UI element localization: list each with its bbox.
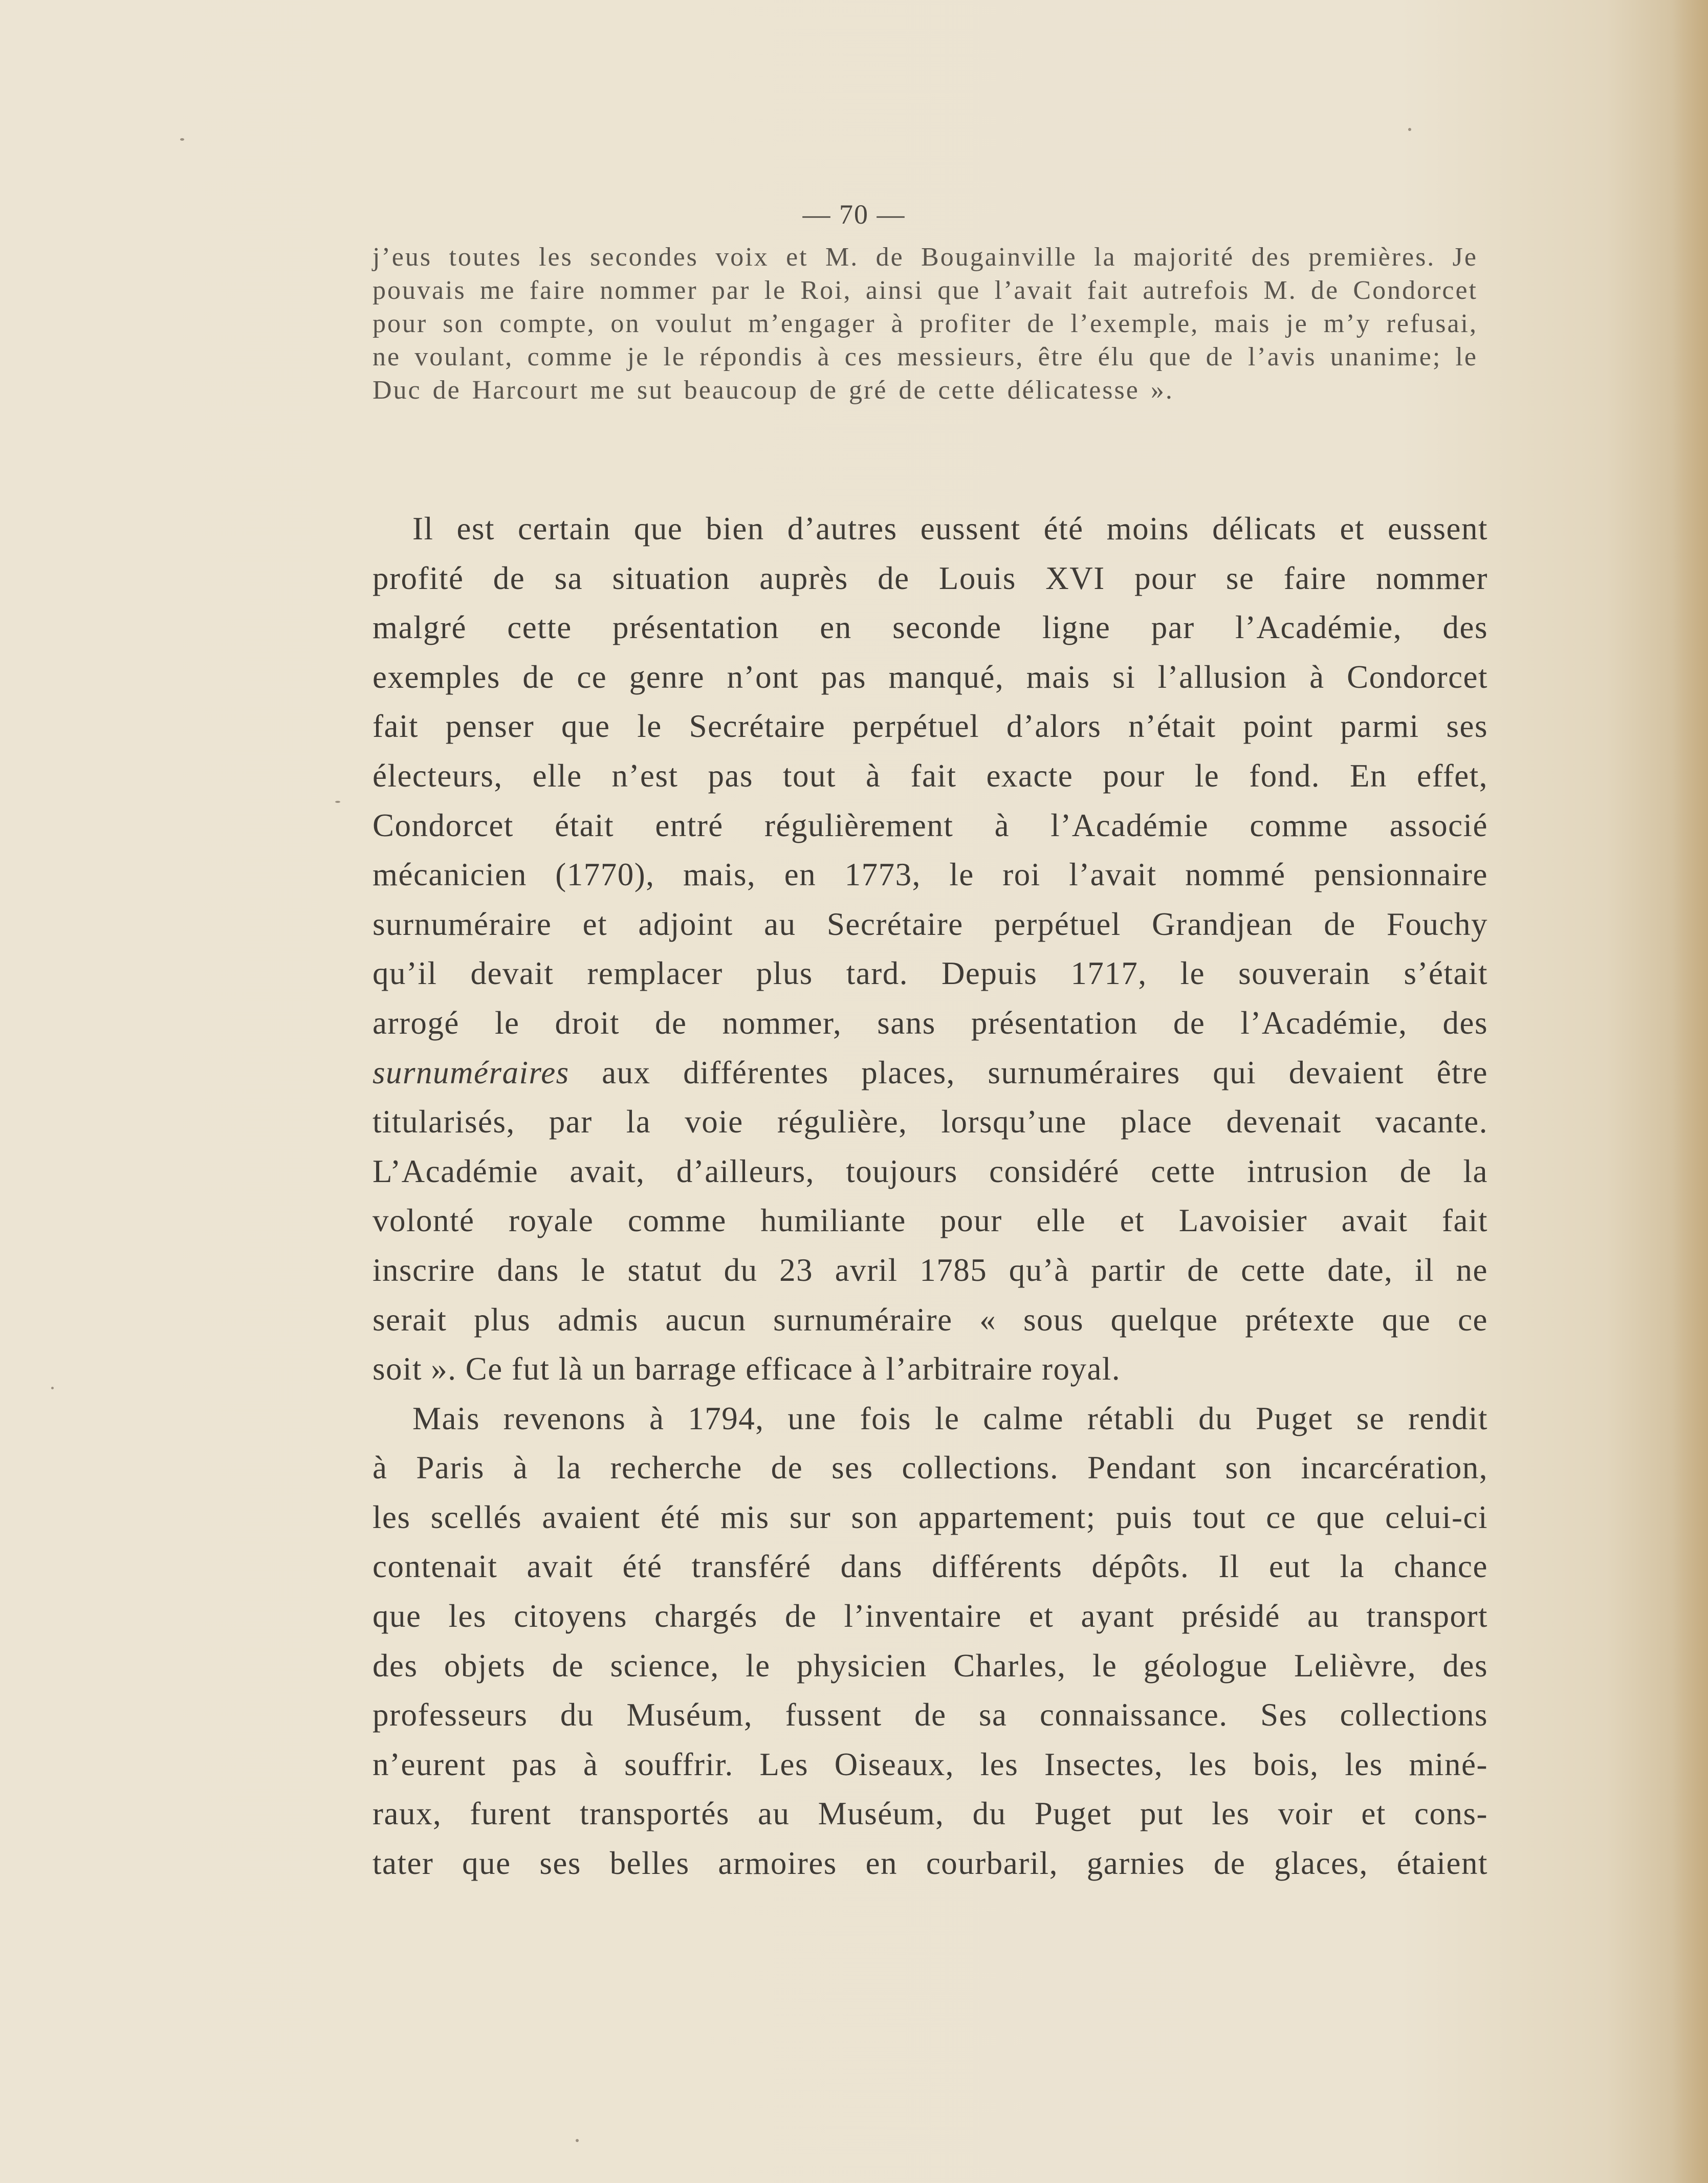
paragraph-1-line: Il est certain que bien d’autres eussent été moins délicats et eussent <box>412 511 1488 547</box>
paragraph-1-line: L’Académie avait, d’ailleurs, toujours considéré cette intrusion de la <box>373 1153 1488 1189</box>
paragraph-1-line: soit ». Ce fut là un barrage efficace à l’arbitraire royal. <box>373 1351 1121 1387</box>
paragraph-1-line: profité de sa situation auprès de Louis XVI pour se faire nommer <box>373 560 1488 596</box>
paragraph-1-line: exemples de ce genre n’ont pas manqué, mais si l’allusion à Condorcet <box>373 659 1488 695</box>
paragraph-1-line <box>373 1048 1488 1098</box>
quote-line: pouvais me faire nommer par le Roi, ainsi que l’avait fait autrefois M. de Condorcet <box>373 276 1478 305</box>
paragraph-2-line: à Paris à la recherche de ses collections. Pendant son incarcération, <box>373 1450 1488 1486</box>
page-edge-shade <box>1672 0 1708 2183</box>
paragraph-2-line: n’eurent pas à souffrir. Les Oiseaux, les Insectes, les bois, les miné- <box>373 1746 1488 1782</box>
paper-speck <box>180 138 184 141</box>
paragraph-2-line: tater que ses belles armoires en courbaril, garnies de glaces, étaient <box>373 1845 1488 1882</box>
italic-word: surnuméraires <box>373 1054 570 1090</box>
paragraph-1-line: Condorcet était entré régulièrement à l’Académie comme associé <box>373 807 1488 843</box>
paragraph-1-line: arrogé le droit de nommer, sans présentation de l’Académie, des <box>373 1005 1488 1041</box>
paragraph-2-line: Mais revenons à 1794, une fois le calme rétabli du Puget se rendit <box>412 1400 1488 1436</box>
paragraph-1-line: surnuméraire et adjoint au Secrétaire perpétuel Grandjean de Fouchy <box>373 906 1488 942</box>
paper-speck <box>576 2139 579 2142</box>
paragraph-2-line: contenait avait été transféré dans différents dépôts. Il eut la chance <box>373 1548 1488 1585</box>
quote-line: ne voulant, comme je le répondis à ces messieurs, être élu que de l’avis unanime; le <box>373 342 1478 372</box>
quote-line: pour son compte, on voulut m’engager à profiter de l’exemple, mais je m’y refusai, <box>373 309 1478 338</box>
paragraph-1-line: titularisés, par la voie régulière, lorsqu’une place devenait vacante. <box>373 1104 1488 1140</box>
paragraph-2-line: raux, furent transportés au Muséum, du Puget put les voir et cons- <box>373 1796 1488 1832</box>
paragraph-1-line: qu’il devait remplacer plus tard. Depuis 1717, le souverain s’était <box>373 955 1488 992</box>
quoted-passage <box>373 241 1478 407</box>
paper-speck <box>1408 128 1411 131</box>
paragraph-1-line: fait penser que le Secrétaire perpétuel d’alors n’était point parmi ses <box>373 708 1488 745</box>
quote-line: Duc de Harcourt me sut beaucoup de gré de cette délicatesse ». <box>373 376 1174 405</box>
paragraph-2-line: professeurs du Muséum, fussent de sa connaissance. Ses collections <box>373 1697 1488 1733</box>
paragraph-2-line: que les citoyens chargés de l’inventaire et ayant présidé au transport <box>373 1598 1488 1634</box>
main-text <box>373 504 1488 1888</box>
paper-speck <box>51 1387 54 1389</box>
paragraph-1-line: volonté royale comme humiliante pour elle et Lavoisier avait fait <box>373 1203 1488 1239</box>
paragraph-1-line: malgré cette présentation en seconde ligne par l’Académie, des <box>373 609 1488 646</box>
paragraph-1-line: électeurs, elle n’est pas tout à fait exacte pour le fond. En effet, <box>373 757 1488 794</box>
paper-speck <box>335 801 340 803</box>
paragraph-2-line: les scellés avaient été mis sur son appartement; puis tout ce que celui-ci <box>373 1499 1488 1535</box>
page-number: — 70 — <box>802 199 906 230</box>
line-text: aux différentes places, surnuméraires qui devaient être <box>569 1054 1488 1090</box>
paragraph-1-line: inscrire dans le statut du 23 avril 1785 qu’à partir de cette date, il ne <box>373 1252 1488 1288</box>
paragraph-1-line: mécanicien (1770), mais, en 1773, le roi l’avait nommé pensionnaire <box>373 857 1488 893</box>
paragraph-1-line: serait plus admis aucun surnuméraire « sous quelque prétexte que ce <box>373 1301 1488 1338</box>
quote-line: j’eus toutes les secondes voix et M. de Bougainville la majorité des premières. Je <box>373 243 1478 272</box>
paragraph-2-line: des objets de science, le physicien Charles, le géologue Lelièvre, des <box>373 1647 1488 1684</box>
